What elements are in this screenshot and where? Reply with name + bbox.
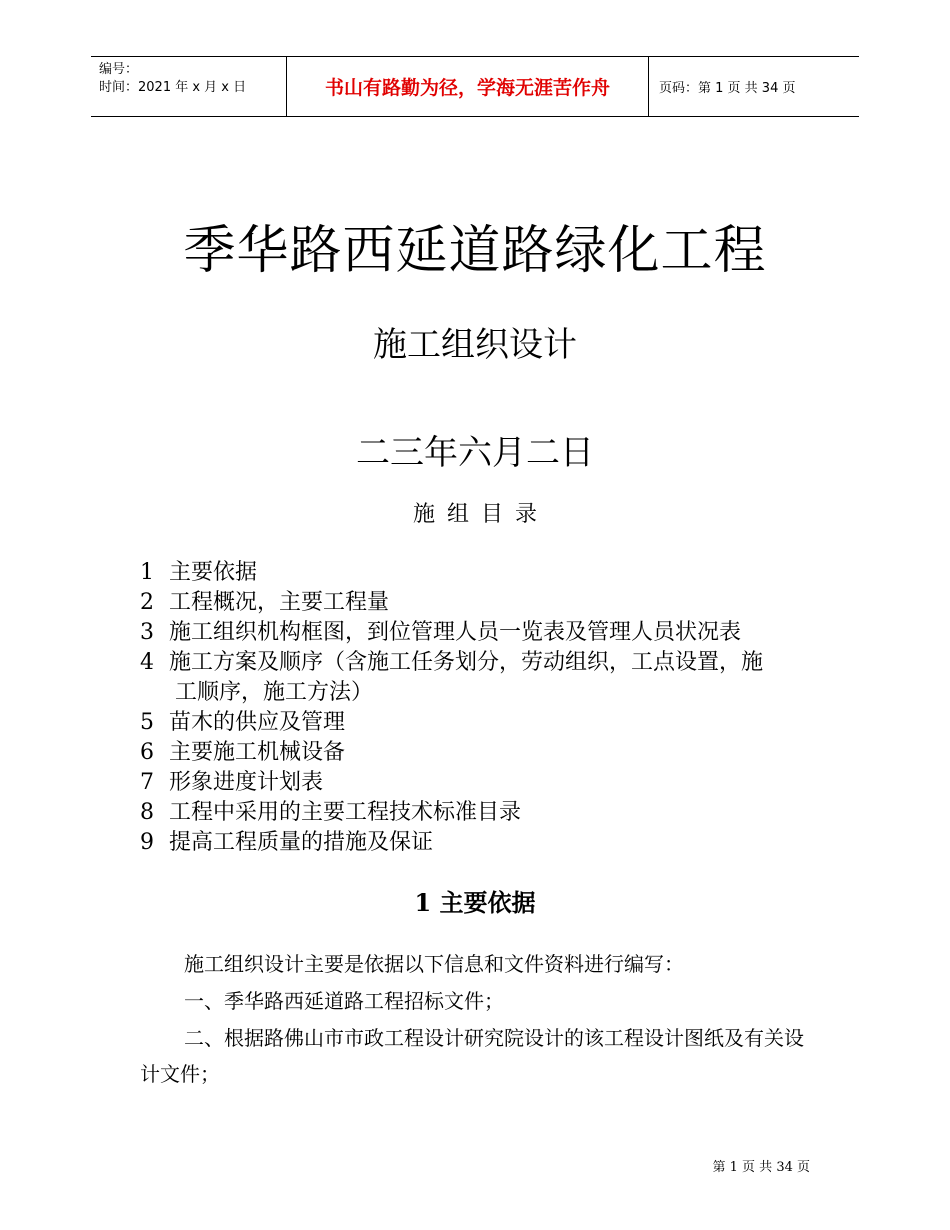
body-paragraph: 一、季华路西延道路工程招标文件； xyxy=(184,989,504,1013)
toc-item-text-wrapper xyxy=(169,648,820,708)
toc-item-text: 施工方案及顺序（含施工任务划分，劳动组织，工点设置，施 xyxy=(169,650,764,675)
toc-item xyxy=(140,768,820,798)
table-of-contents xyxy=(140,558,820,858)
document-date: 二三年六月二日 xyxy=(356,433,594,473)
toc-item-number: 2 xyxy=(140,590,154,615)
toc-item xyxy=(140,798,820,828)
toc-item-number: 8 xyxy=(140,800,154,825)
toc-item xyxy=(140,708,820,738)
toc-item-number: 3 xyxy=(140,620,154,645)
toc-item-text: 施工组织机构框图，到位管理人员一览表及管理人员状况表 xyxy=(169,620,742,645)
page-footer: 第 1 页 共 34 页 xyxy=(712,1160,810,1175)
toc-item-text: 主要依据 xyxy=(169,560,258,585)
toc-item xyxy=(140,618,820,648)
toc-item xyxy=(140,738,820,768)
toc-item-text: 苗木的供应及管理 xyxy=(169,710,346,735)
toc-item xyxy=(140,588,820,618)
toc-item-number: 1 xyxy=(140,560,154,585)
section-heading: 1 主要依据 xyxy=(414,888,536,917)
toc-item-text-continued: 工顺序，施工方法） xyxy=(175,680,374,705)
header-motto-cell xyxy=(287,57,649,116)
document-title: 季华路西延道路绿化工程 xyxy=(183,221,767,281)
body-paragraph: 施工组织设计主要是依据以下信息和文件资料进行编写： xyxy=(184,952,684,976)
toc-item-number: 7 xyxy=(140,770,154,795)
toc-item-text: 形象进度计划表 xyxy=(169,770,324,795)
toc-title: 施组目录 xyxy=(412,502,549,527)
document-subtitle: 施工组织设计 xyxy=(373,325,577,365)
header-motto: 书山有路勤为径，学海无涯苦作舟 xyxy=(324,77,610,99)
page-header xyxy=(91,56,859,117)
header-meta xyxy=(91,57,287,116)
toc-item-text: 工程中采用的主要工程技术标准目录 xyxy=(169,800,522,825)
toc-item xyxy=(140,558,820,588)
toc-item xyxy=(140,828,820,858)
header-page-info: 页码：第 1 页 共 34 页 xyxy=(659,81,796,96)
toc-item-text: 主要施工机械设备 xyxy=(169,740,346,765)
toc-item-number: 4 xyxy=(140,650,154,675)
toc-item-text: 提高工程质量的措施及保证 xyxy=(169,830,434,855)
document-number-label: 编号： xyxy=(99,62,139,77)
body-paragraph: 二、根据路佛山市市政工程设计研究院设计的该工程设计图纸及有关设计文件； xyxy=(140,1026,804,1086)
toc-item xyxy=(140,648,820,708)
toc-item-number: 6 xyxy=(140,740,154,765)
toc-item-text: 工程概况，主要工程量 xyxy=(169,590,390,615)
toc-item-number: 5 xyxy=(140,710,154,735)
document-time-label: 时间：2021 年 x 月 x 日 xyxy=(99,80,247,95)
toc-item-number: 9 xyxy=(140,830,154,855)
